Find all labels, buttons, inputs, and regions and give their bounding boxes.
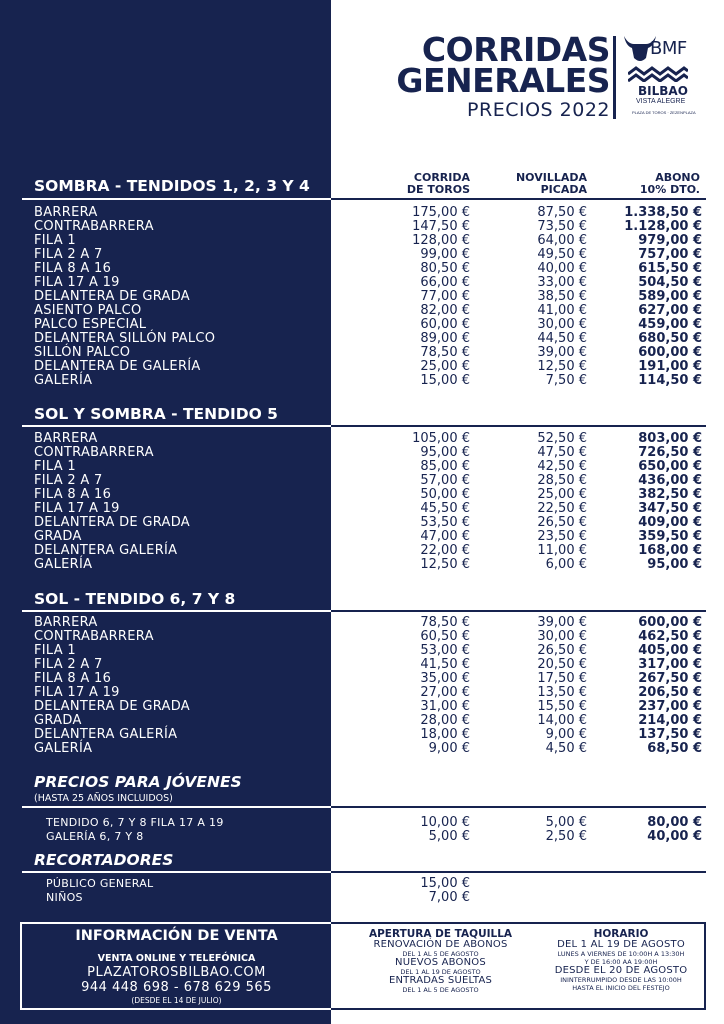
- table-row: [0, 318, 724, 332]
- table-row: [0, 877, 724, 891]
- venta-web-link[interactable]: PLAZATOROSBILBAO.COM: [87, 965, 266, 980]
- horario: [535, 928, 707, 992]
- venta-note: (DESDE EL 14 DE JULIO): [131, 996, 222, 1005]
- row-label: DELANTERA GALERÍA: [34, 543, 178, 558]
- row-label: GRADA: [34, 529, 82, 544]
- table-row: [0, 616, 724, 630]
- price-abono: 436,00 €: [638, 473, 702, 488]
- row-label: PALCO ESPECIAL: [34, 317, 147, 332]
- row-label: FILA 1: [34, 233, 76, 248]
- price-novillada: 11,00 €: [537, 543, 587, 558]
- price-abono: 600,00 €: [638, 345, 702, 360]
- price-corrida: 95,00 €: [420, 445, 470, 460]
- price-abono: 409,00 €: [638, 515, 702, 530]
- price-novillada: 4,50 €: [545, 741, 587, 756]
- row-label: CONTRABARRERA: [34, 445, 154, 460]
- row-label: FILA 2 A 7: [34, 473, 103, 488]
- table-row: [0, 742, 724, 756]
- row-label: DELANTERA SILLÓN PALCO: [34, 331, 216, 346]
- row-label: SILLÓN PALCO: [34, 345, 131, 360]
- price-abono: 137,50 €: [638, 727, 702, 742]
- section-title-recortadores: RECORTADORES: [34, 851, 174, 869]
- price-corrida: 15,00 €: [420, 373, 470, 388]
- price-abono: 600,00 €: [638, 615, 702, 630]
- col-header-abono: [600, 172, 700, 196]
- subtitle: PRECIOS 2022: [467, 99, 610, 121]
- title-line-2: GENERALES: [396, 61, 610, 100]
- table-row: [0, 516, 724, 530]
- row-label: DELANTERA DE GRADA: [34, 289, 190, 304]
- row-label: BARRERA: [34, 205, 98, 220]
- price-corrida: 27,00 €: [420, 685, 470, 700]
- price-abono: 191,00 €: [638, 359, 702, 374]
- price-abono: 206,50 €: [638, 685, 702, 700]
- price-novillada: 42,50 €: [537, 459, 587, 474]
- row-label: DELANTERA DE GALERÍA: [34, 359, 201, 374]
- table-row: [0, 816, 724, 830]
- row-label: DELANTERA GALERÍA: [34, 727, 178, 742]
- venta-phone: 944 448 698 - 678 629 565: [81, 980, 272, 995]
- price-abono: 459,00 €: [638, 317, 702, 332]
- table-row: [0, 220, 724, 234]
- jovenes-note: (HASTA 25 AÑOS INCLUIDOS): [34, 793, 173, 804]
- price-abono: 803,00 €: [638, 431, 702, 446]
- row-label: CONTRABARRERA: [34, 629, 154, 644]
- price-novillada: 23,50 €: [537, 529, 587, 544]
- row-label: NIÑOS: [46, 891, 83, 904]
- apertura-taquilla: [338, 928, 543, 994]
- horario-title: HORARIO: [593, 928, 649, 940]
- price-corrida: 35,00 €: [420, 671, 470, 686]
- page-title: [380, 30, 610, 121]
- price-abono: 589,00 €: [638, 289, 702, 304]
- row-label: BARRERA: [34, 615, 98, 630]
- row-label: GALERÍA 6, 7 Y 8: [46, 830, 144, 843]
- price-novillada: 26,50 €: [537, 515, 587, 530]
- price-novillada: 15,50 €: [537, 699, 587, 714]
- row-label: FILA 1: [34, 643, 76, 658]
- price-abono: 40,00 €: [647, 829, 702, 844]
- table-row: [0, 446, 724, 460]
- price-corrida: 105,00 €: [412, 431, 470, 446]
- price-corrida: 78,50 €: [420, 345, 470, 360]
- price-abono: 114,50 €: [638, 373, 702, 388]
- price-novillada: 2,50 €: [545, 829, 587, 844]
- price-abono: 615,50 €: [638, 261, 702, 276]
- logo-bilbao: BILBAO: [638, 84, 688, 98]
- title-divider: [613, 36, 616, 119]
- price-novillada: 6,00 €: [545, 557, 587, 572]
- row-label: FILA 8 A 16: [34, 487, 112, 502]
- row-label: FILA 1: [34, 459, 76, 474]
- section-title-sombra: SOMBRA - TENDIDOS 1, 2, 3 Y 4: [34, 177, 310, 195]
- logo-bmf: BMF: [650, 38, 687, 59]
- price-novillada: 44,50 €: [537, 331, 587, 346]
- section-rule: [22, 610, 706, 612]
- price-abono: 726,50 €: [638, 445, 702, 460]
- row-label: FILA 8 A 16: [34, 261, 112, 276]
- price-corrida: 77,00 €: [420, 289, 470, 304]
- table-row: [0, 700, 724, 714]
- table-row: [0, 830, 724, 844]
- section-rule: [22, 198, 706, 200]
- price-novillada: 20,50 €: [537, 657, 587, 672]
- price-novillada: 26,50 €: [537, 643, 587, 658]
- price-corrida: 60,00 €: [420, 317, 470, 332]
- price-novillada: 30,00 €: [537, 629, 587, 644]
- row-label: FILA 2 A 7: [34, 657, 103, 672]
- row-label: PÚBLICO GENERAL: [46, 877, 154, 890]
- horario-2a: ININTERRUMPIDO DESDE LAS 10:00H: [560, 976, 682, 984]
- price-corrida: 175,00 €: [412, 205, 470, 220]
- section-title-jovenes: PRECIOS PARA JÓVENES: [34, 773, 242, 791]
- price-corrida: 128,00 €: [412, 233, 470, 248]
- row-label: GRADA: [34, 713, 82, 728]
- table-row: [0, 474, 724, 488]
- price-novillada: 87,50 €: [537, 205, 587, 220]
- price-abono: 382,50 €: [638, 487, 702, 502]
- row-label: DELANTERA DE GRADA: [34, 699, 190, 714]
- price-novillada: 39,00 €: [537, 345, 587, 360]
- rows-sol: [0, 616, 724, 756]
- price-corrida: 31,00 €: [420, 699, 470, 714]
- table-row: [0, 262, 724, 276]
- table-row: [0, 234, 724, 248]
- col-header-novillada: [487, 172, 587, 196]
- price-corrida: 53,00 €: [420, 643, 470, 658]
- price-novillada: 22,50 €: [537, 501, 587, 516]
- price-abono: 650,00 €: [638, 459, 702, 474]
- row-label: DELANTERA DE GRADA: [34, 515, 190, 530]
- price-novillada: 41,00 €: [537, 303, 587, 318]
- price-abono: 214,00 €: [638, 713, 702, 728]
- price-novillada: 33,00 €: [537, 275, 587, 290]
- table-row: [0, 658, 724, 672]
- table-row: [0, 460, 724, 474]
- price-corrida: 53,50 €: [420, 515, 470, 530]
- rows-recortadores: [0, 877, 724, 905]
- price-abono: 680,50 €: [638, 331, 702, 346]
- price-corrida: 7,00 €: [428, 890, 470, 905]
- table-row: [0, 248, 724, 262]
- price-corrida: 47,00 €: [420, 529, 470, 544]
- table-row: [0, 544, 724, 558]
- price-novillada: 73,50 €: [537, 219, 587, 234]
- price-corrida: 57,00 €: [420, 473, 470, 488]
- price-abono: 979,00 €: [638, 233, 702, 248]
- price-corrida: 10,00 €: [420, 815, 470, 830]
- col-header-corrida: [370, 172, 470, 196]
- venta-title: INFORMACIÓN DE VENTA: [75, 928, 278, 944]
- price-abono: 267,50 €: [638, 671, 702, 686]
- row-label: FILA 8 A 16: [34, 671, 112, 686]
- price-abono: 405,00 €: [638, 643, 702, 658]
- price-corrida: 12,50 €: [420, 557, 470, 572]
- price-abono: 359,50 €: [638, 529, 702, 544]
- row-label: FILA 17 A 19: [34, 685, 120, 700]
- price-novillada: 49,50 €: [537, 247, 587, 262]
- table-row: [0, 672, 724, 686]
- price-abono: 80,00 €: [647, 815, 702, 830]
- sueltas-date: DEL 1 AL 5 DE AGOSTO: [402, 986, 479, 994]
- section-title-solsombra: SOL Y SOMBRA - TENDIDO 5: [34, 405, 278, 423]
- logo-plaza: PLAZA DE TOROS · ZEZENPLAZA: [632, 110, 696, 115]
- horario-1: DEL 1 AL 19 DE AGOSTO: [557, 939, 685, 950]
- row-label: GALERÍA: [34, 373, 93, 388]
- table-row: [0, 714, 724, 728]
- price-corrida: 80,50 €: [420, 261, 470, 276]
- renovacion-label: RENOVACIÓN DE ABONOS: [373, 939, 508, 950]
- price-corrida: 45,50 €: [420, 501, 470, 516]
- price-corrida: 9,00 €: [428, 741, 470, 756]
- price-corrida: 66,00 €: [420, 275, 470, 290]
- price-corrida: 18,00 €: [420, 727, 470, 742]
- price-novillada: 5,00 €: [545, 815, 587, 830]
- nuevos-label: NUEVOS ABONOS: [395, 957, 486, 968]
- price-abono: 504,50 €: [638, 275, 702, 290]
- price-abono: 237,00 €: [638, 699, 702, 714]
- price-novillada: 64,00 €: [537, 233, 587, 248]
- table-row: [0, 891, 724, 905]
- price-novillada: 40,00 €: [537, 261, 587, 276]
- col-novillada-line1: NOVILLADA: [515, 171, 587, 184]
- nuevos-date: DEL 1 AL 19 DE AGOSTO: [400, 968, 481, 976]
- venta-sub: VENTA ONLINE Y TELEFÓNICA: [97, 953, 256, 964]
- section-rule: [22, 806, 706, 808]
- price-novillada: 25,00 €: [537, 487, 587, 502]
- price-abono: 317,00 €: [638, 657, 702, 672]
- table-row: [0, 276, 724, 290]
- price-novillada: 9,00 €: [545, 727, 587, 742]
- table-row: [0, 502, 724, 516]
- price-corrida: 41,50 €: [420, 657, 470, 672]
- price-novillada: 38,50 €: [537, 289, 587, 304]
- price-corrida: 99,00 €: [420, 247, 470, 262]
- table-row: [0, 290, 724, 304]
- price-corrida: 82,00 €: [420, 303, 470, 318]
- price-novillada: 30,00 €: [537, 317, 587, 332]
- col-abono-line2: 10% DTO.: [639, 183, 700, 196]
- section-rule: [22, 425, 706, 427]
- row-label: BARRERA: [34, 431, 98, 446]
- price-novillada: 28,50 €: [537, 473, 587, 488]
- table-row: [0, 686, 724, 700]
- price-corrida: 147,50 €: [412, 219, 470, 234]
- price-abono: 347,50 €: [638, 501, 702, 516]
- price-novillada: 52,50 €: [537, 431, 587, 446]
- table-row: [0, 530, 724, 544]
- price-abono: 68,50 €: [647, 741, 702, 756]
- price-novillada: 14,00 €: [537, 713, 587, 728]
- section-rule: [22, 871, 706, 873]
- row-label: FILA 2 A 7: [34, 247, 103, 262]
- price-novillada: 39,00 €: [537, 615, 587, 630]
- horario-1a: LUNES A VIERNES DE 10:00H A 13:30H: [557, 950, 685, 958]
- table-row: [0, 488, 724, 502]
- table-row: [0, 304, 724, 318]
- price-abono: 95,00 €: [647, 557, 702, 572]
- price-novillada: 7,50 €: [545, 373, 587, 388]
- price-abono: 757,00 €: [638, 247, 702, 262]
- price-abono: 462,50 €: [638, 629, 702, 644]
- price-novillada: 12,50 €: [537, 359, 587, 374]
- table-row: [0, 728, 724, 742]
- price-corrida: 15,00 €: [420, 876, 470, 891]
- price-corrida: 28,00 €: [420, 713, 470, 728]
- row-label: FILA 17 A 19: [34, 275, 120, 290]
- sueltas-label: ENTRADAS SUELTAS: [388, 975, 493, 986]
- row-label: GALERÍA: [34, 557, 93, 572]
- col-novillada-line2: PICADA: [540, 183, 587, 196]
- price-corrida: 60,50 €: [420, 629, 470, 644]
- col-corrida-line1: CORRIDA: [413, 171, 470, 184]
- bmf-logo: [622, 32, 694, 122]
- rows-sombra: [0, 206, 724, 388]
- apertura-title: APERTURA DE TAQUILLA: [368, 928, 513, 940]
- price-corrida: 50,00 €: [420, 487, 470, 502]
- section-title-sol: SOL - TENDIDO 6, 7 Y 8: [34, 590, 236, 608]
- rows-solsombra: [0, 432, 724, 572]
- horario-1b: Y DE 16:00 AA 19:00H: [584, 958, 658, 966]
- price-novillada: 17,50 €: [537, 671, 587, 686]
- price-novillada: 47,50 €: [537, 445, 587, 460]
- price-corrida: 25,00 €: [420, 359, 470, 374]
- table-row: [0, 374, 724, 388]
- price-corrida: 5,00 €: [428, 829, 470, 844]
- table-row: [0, 346, 724, 360]
- table-row: [0, 644, 724, 658]
- logo-vista: VISTA ALEGRE: [636, 98, 686, 105]
- row-label: FILA 17 A 19: [34, 501, 120, 516]
- table-row: [0, 432, 724, 446]
- price-corrida: 22,00 €: [420, 543, 470, 558]
- price-abono: 1.128,00 €: [624, 219, 702, 234]
- price-abono: 1.338,50 €: [624, 205, 702, 220]
- rows-jovenes: [0, 816, 724, 844]
- row-label: ASIENTO PALCO: [34, 303, 142, 318]
- price-novillada: 13,50 €: [537, 685, 587, 700]
- venta-info: [20, 922, 331, 1010]
- table-row: [0, 360, 724, 374]
- row-label: GALERÍA: [34, 741, 93, 756]
- price-abono: 168,00 €: [638, 543, 702, 558]
- row-label: TENDIDO 6, 7 Y 8 FILA 17 A 19: [46, 816, 224, 829]
- table-row: [0, 558, 724, 572]
- price-abono: 627,00 €: [638, 303, 702, 318]
- title-line-1: CORRIDAS: [421, 30, 610, 69]
- row-label: CONTRABARRERA: [34, 219, 154, 234]
- price-corrida: 89,00 €: [420, 331, 470, 346]
- table-row: [0, 206, 724, 220]
- col-corrida-line2: DE TOROS: [406, 183, 470, 196]
- price-corrida: 78,50 €: [420, 615, 470, 630]
- waves-icon: [628, 66, 688, 82]
- renovacion-date: DEL 1 AL 5 DE AGOSTO: [402, 950, 479, 958]
- table-row: [0, 630, 724, 644]
- price-corrida: 85,00 €: [420, 459, 470, 474]
- col-abono-line1: ABONO: [655, 171, 700, 184]
- horario-2: DESDE EL 20 DE AGOSTO: [554, 965, 688, 976]
- table-row: [0, 332, 724, 346]
- horario-2b: HASTA EL INICIO DEL FESTEJO: [572, 984, 670, 992]
